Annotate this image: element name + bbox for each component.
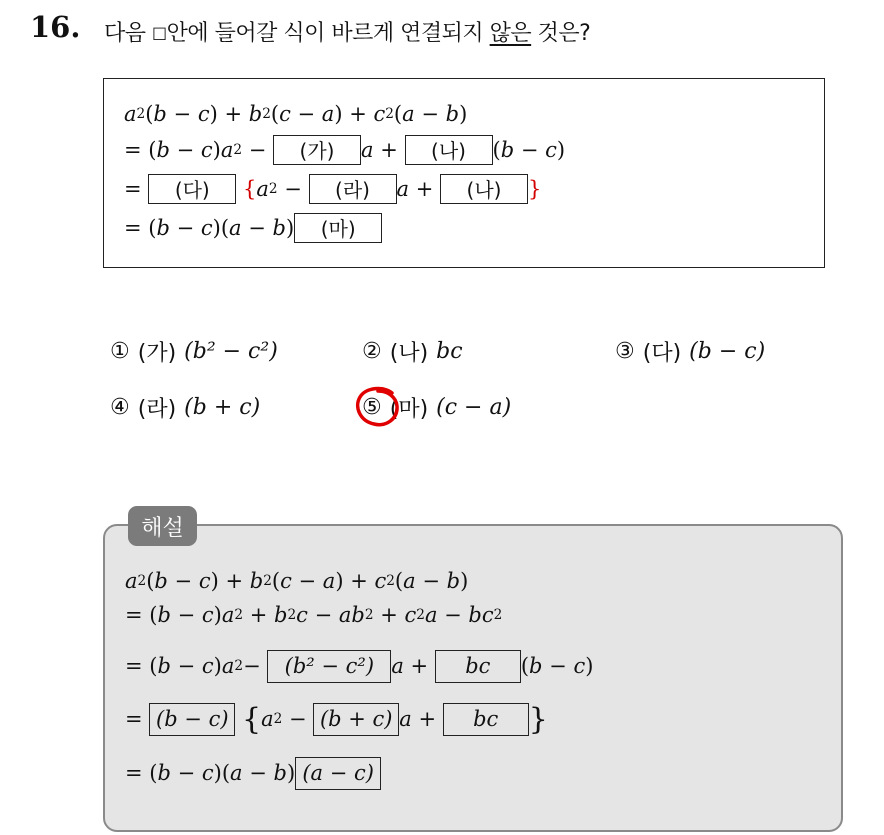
question-text: 다음 □안에 들어갈 식이 바르게 연결되지 않은 것은? (104, 21, 591, 46)
underlined-word: 않은 (489, 21, 532, 46)
solution-line-5: = ( b − c )( a − b ) (a − c) (125, 756, 381, 790)
brace-left: { (242, 177, 257, 201)
choice-1[interactable]: ① (가) (b² − c²) (110, 339, 278, 366)
solution-brace-right: } (528, 701, 548, 737)
choice-5[interactable]: ⑤ (마) (c − a) (362, 395, 512, 422)
solution-fill-da: (b − c) (149, 703, 235, 736)
solution-fill-ga: (b² − c²) (267, 650, 391, 683)
question-number: 16. (30, 10, 81, 44)
solution-line-1: a 2 ( b − c ) + b 2 ( c − a ) + c 2 ( a − b ) (125, 569, 469, 593)
solution-line-4: = (b − c) { a 2 − (b + c) a + bc } (125, 701, 548, 737)
problem-line-2: = ( b − c ) a 2 − (가) a + (나) ( b − c ) (124, 135, 565, 165)
choice-4[interactable]: ④ (라) (b + c) (110, 395, 261, 422)
answer-circle-mark-icon (354, 385, 404, 429)
solution-line-3: = ( b − c ) a 2 − (b² − c²) a + bc ( b − c ) (125, 649, 593, 683)
problem-line-3: = (다) { a 2 − (라) a + (나) } (124, 174, 541, 204)
blank-ga: (가) (273, 135, 361, 165)
brace-right: } (528, 177, 542, 201)
blank-na-2: (나) (440, 174, 528, 204)
solution-fill-na-2: bc (443, 703, 529, 736)
solution-tag: 해설 (128, 506, 197, 546)
blank-ra: (라) (309, 174, 397, 204)
problem-box (103, 78, 825, 268)
blank-na: (나) (405, 135, 493, 165)
solution-fill-ra: (b + c) (313, 703, 399, 736)
choice-3[interactable]: ③ (다) (b − c) (615, 339, 766, 366)
blank-box-symbol: □ (152, 23, 167, 42)
problem-line-1: a 2 ( b − c ) + b 2 ( c − a ) + c 2 ( a − b ) (124, 102, 468, 126)
solution-panel (103, 524, 843, 832)
problem-line-4: = ( b − c )( a − b ) (마) (124, 213, 382, 243)
solution-line-2: = ( b − c ) a 2 + b 2 c − ab 2 + c 2 a − bc 2 (125, 603, 503, 627)
solution-fill-ma: (a − c) (295, 757, 381, 790)
solution-fill-na: bc (435, 650, 521, 683)
blank-da: (다) (148, 174, 236, 204)
solution-brace-left: { (241, 701, 262, 737)
choice-2[interactable]: ② (나) bc (362, 339, 463, 366)
blank-ma: (마) (294, 213, 382, 243)
